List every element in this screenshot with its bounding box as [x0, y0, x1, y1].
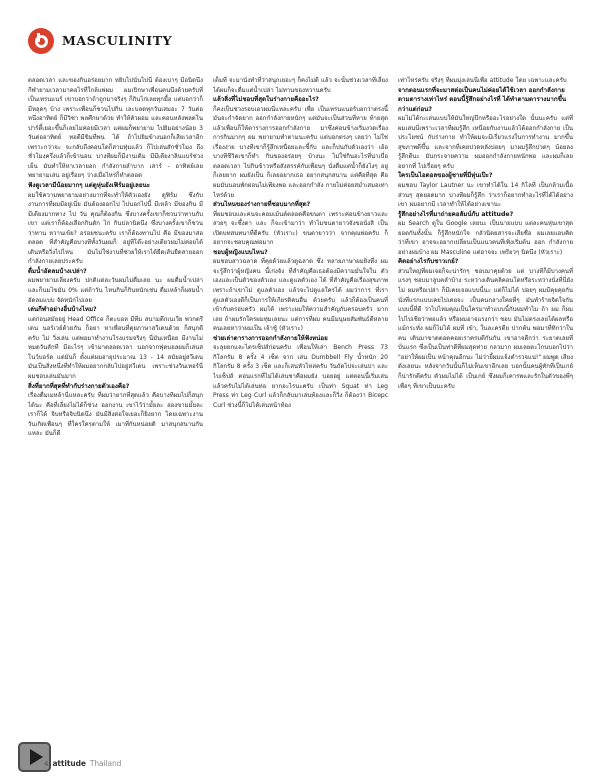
paragraph: ผมชอบสาวฉลาด ที่คุยด้วยแล้วดูฉลาด ซึ่ง หลายภาษาผมยิ่งทึ่ง ผมจะรู้สึกว่าผู้หญิงคน นี้เก่งจัง ที่สำคัญคือเธอต้องมีความมั่นใจใน ตัวเองและเป็นตัวของตัวเอง และดูแลตัวเอง ได้ ที่สำคัญคือเรื่องสุขภาพ เพราะถ้าเขาไม่ ดูแลตัวเอง แล้วจะไปดูแลใครได้ ผมว่าการ ที่เราดูแลตัวเองดีก็เป็นการให้เกียรติคนอื่น ด้วยครับ แล้วก็ต้องเป็นคนที่เข้ากับครอบครัว ผมได้ เพราะผมให้ความสำคัญกับครอบครัว มากเลย ถ้าผมรักใครผมทุ่มเลยนะ แต่การที่ผม คนมีมนุษยสัมพันธ์ดีหลายคนเลยหาว่าผมเป็น เจ้าชู้ (หัวเราะ) [213, 258, 388, 333]
paragraph: ส่วนใหญ่ที่ผมเจอก็จะน่ารักๆ ชอบมาคุยด้วย แต่ บางทีก็มีบางคนที่แรงๆ ชอบมาลูบคลำบ้าง ระหว่างเดินคลิคอนโดหรือระหว่างนั่งที่นี่ยังไม่ ผมหรือเปล่า ก็มีเคยเจอแบบนี้นะ แต่ก็ไม่ได้ ปอยๆ ผมมีคุยคุยกันนั่งที่แรกแบบเคยไปเคยจะ เป็นคนกลางใคยที่ๆ มันทำร้ายจิตใจกันแบบนี้ที่ดี ว่าไปไหมคุณเป็นใครมาทำแบบนี้กับผมทำไม ถ้า ผม ก็ผมไปไปเชียว่าพอแล้ว หรือผมอาจแรงกว่า ชอบ มันไม่ตรงเลยได้ผลหรือแม้กระทั่ง ผมก็ไม่ได้ ผมที่ เข้า, ในละครดีย ปากต้น พอมาที่ทิกว่าใน คน เดินมาขาดตอดคอยเราครบดีกันกัน เขาอาจดีกว่า ระยาดเลยที่บั่นแรก ซึ่งเป็นเป็นท่าดีที่ผมสุดท่าย กลวมาก ผมเลยตะโกนบอกไปว่า "อย่าให้ผมเป็น หน้าคุณอีกนะ ไม่ว่ายี้ผมแจ้งตำรวจแน่!" ผมพูด เสียงดังเลยนะ หลังจากวันนั้นก็ไม่เห็นเขาอีกเลย บอกนั้นคนผู้ทักที่เป็นเกย์ก็น่ารักดีครับ ตัวผมไม่ได้ เป็นเกย์ ซึ่งผมก็เคารพและรักในตัวของพี่ๆ เพื่อๆ ที่เขาเป็นนะครับ [398, 267, 573, 390]
question-heading: คิดอย่างไรกับชาวเกย์? [398, 258, 459, 266]
attitude-a-logo-icon [28, 28, 54, 54]
article-columns [28, 76, 574, 736]
question-heading: แล้วสิ่งที่ไม่ชอบที่สุดในร่างกายคืออะไร? [213, 96, 319, 104]
paragraph: ตลอดเวลา และของกินอร่อยมาก หยิบไปนั่นไปนี่ ต้องเบาๆ มีอนิดนึง กีฬายามเวลามาคอไรที่ใกล้แพ่ผม ผมเปิกษาเพื่อนคนนึงด้วยครับที่เป็นเทรนแนร์ เขาบอกว่าถ้าถูกมาจริงๆ ก็กินไก่เลยทุกมื้อ แต่บอกว่าก็มีหลุดๆ บ้าง เพราะเพื่อนก็ชวนไปกิน เละบลดทุกวันเสมอะ 7 วันต่อหนึ่งอาทิตย์ ก็มีวิชา พลศึกษาด้วย ทำให้ตัวผอม และคอนหลังพลดโน ปาร์ตี้เยอะขึ้นก็เลยไม่ค่อยมีเวลา แต่ผมก็พยายาม ไปยิมอย่างน้อย 3 วันต่ออาทิตย์ ทอดีมีขิมที่พน ได้ ถ้าไปยิมข้างนอกก็เสียเวลาอีก เพราะกว่าจะ จะกลับถึงคอนโดก็สามทุ่มแล้ว ก็ไปเล่นสักชั่วโมง ถึงชั่วโมงครึ่งแล้วก็เข้านอน บางทีผมก็มีงานเดิม มีมีเดียงาลินแบร์ช่วงเย็น มันทำให้หาเวลายอก กำลังกายลำบาก เสาร์ - อาทิตย์เลยพยายามเล่น อยู่เรื่อยๆ ว่างเมื่อไหร่ก็ทำตลอด [28, 77, 203, 180]
question-heading: ใครเป็นไอดอลของผู้ชายที่มีหุ่นเป๊ะ? [398, 172, 493, 180]
question-heading: รู้สึกอย่างไรที่มาถ่ายคอลัมน์กับ attitude? [398, 210, 514, 218]
question-heading: ช่วยเล่าตารางการออกกำลังกายให้ฟังหน่อย [213, 334, 328, 342]
question-heading: ชอบผู้หญิงแบบไหน? [213, 248, 268, 256]
masthead [28, 24, 172, 58]
paragraph: เต็มที่ จะมานั่งทำที่ว่าสนุกเยอะๆ ก็คงไม่ดี แล้ว จะนั้นช่วงเวลาที่เลี่ยงได้ผมก็จะดื่มแต่น้ำเปล่า ไม่ทานของหวานครับ [213, 77, 388, 94]
paragraph: จะลุยยกและไตรเซ็ปส์ก่อนครับ เพื่อนให้เล่า Bench Press 73 กิโลกรัม 8 ครั้ง 4 เซ็ต จาก เล่น Dumbbell Fly น้ำหนัก 20 กิโลกรัม 8 ครั้ง 3 เซ็ต และก็เล่นหัวไหล่ครับ วันถัดไปจะเล่นบ่า และไบเซ็ปส์ ตอนแรกที่ไม่ได้เล่นชาคือผมยัง บอยอยู่ แต่ตอนนี้เริ่มเล่นแล้วครับไม่ได้เล่นท่อ ยากอะไรนะครับ เป็นท่า Squat ท่า Leg Press ท่า Leg Curl แล้วก็กลับมาเล่นท้องและก็วิ่ง ก็ต้องว่า Bicepc Curl ช่วงนี้ก็ไม่ได้เล่นหน้าท้อง [213, 344, 388, 409]
page-footer [44, 759, 121, 768]
play-icon [30, 749, 43, 765]
article-column-3 [398, 76, 573, 736]
footer-brand-name: attitude [52, 759, 86, 768]
paragraph: ที่ผมชอบและคนจะคอมเม้นต์ตลอดคือขนตา เพราะค่อนข้างยาวและสวยๆ จะซึ้งตา และ ก็จะเข้ามาว่า ทำไมขนตายาวจังขอนั่งสิ เป็น เปิดบทสนทนาที่ดีครับ (หัวเราะ) ขนตายาวว่า จากคุณพ่อครับ ก็อยากจะชอบคุณพ่อมาก [213, 210, 388, 247]
paragraph: ผมใช้ความพยายามอย่างมากที่จะทำให้ตัวเองยัง ดูฟิร์ม ซึ่งกับงานการที่ผมมีอยู่เนี่ย มันต้องออกไป ไปนอกไปนี้ มีเหล้า มีของกิน มีมีเดียงมากทาง ไป วัน คุณก็ต้องกิน ชึ่งบางครั้งเขาก็ชวนว่าทานกับเขา แต่เราก็ต้องเลือกกินดัก ไก่ กินปลานิดนึง ซึ่งบางครั้งเขาก็ชวนว่าทาน หวานเข้ย? อร่อยชนะครับ เราก็ต้องทานไป คือ มีของมาส่อตลอด ที่สำคัญคือบางทีทั้งวันผมก็ อยู่ที่โต๊ะอย่างเดียวผมไม่ค่อยได้เดินหรือวิ่งไปไหน มันไม่ใช่งานที่ช่วยให้เราได้ยืดเส้นยืดสายออก กำลังกายเลยประครับ [28, 191, 203, 266]
question-heading: สิ่งที่ยากที่สุดที่ทำกับร่างกายตัวเองคือ? [28, 382, 130, 390]
paragraph: ผมพยายามเลี่ยงครับ ปกติแต่ละวันผมไม่ดื่มเลย นะ ผมดื่มน้ำเปล่าและก็นมไขมัน 0% แต่ถ้าวัน ไหนกินก็กินหนักเช่น ดื่มเหล้าก็ผสมน้ำอัดลมแบบ จัดหนักไปเลย [28, 277, 203, 304]
paragraph: เรื่องดื่มเมหล้านี่แหละครับ ที่ผมว่ายากที่สุดแล้ว คือบางทีผมไปก็สนุกได้นะ คือที่เลี่ยงไม่ได้ก็ช่วง ออกงาน เขาไว้ว่ามั้ยละ ลองขามมั้ยละ เราก็ได้ จิบหรือจิบนิดนึง มันมีสิ่งต่อใจเยอะก็ยิ่งยาก โดยเฉพาะงานวันเกิดเพื่อนๆ ที่ใครใครตามให้ เมาที่กันหน่อยดิ มาสนุกสนานกันแหละ มันก็ดี [28, 392, 203, 438]
paragraph: แต่ก่อนสมัยอยู่ Head Office ก็ตะบอล มีทีม สนามตึกเนเวีย พวกตรีเดน นอร์เวย์ด้วยกัน ก็อยา หาเพื่อนที่คุยภาษาสวีเดนด้วย ก็สนุกดีครับ ไม่ วิ่งเล่น แต่พอมาทำงานโรงแรมจริงๆ นี่มันเหนื่อย มีงานไม่หมดวันสักที มีอะไรๆ เข้ามาตลอดเวลา นอกจากฟุตบอลผมก็เล่นสโนว์บอร์ด แต่มันก็ ตั้งแต่ผมอายุประมาณ 13 - 14 สมัยอยู่สวีเดน มันเป็นสิ่งหนึ่งที่ทำให้ผมอยากกลับไปอยู่สวีเดน เพราะช่วงวินเทอร์นี่ผมชอบเล่นมันมาก [28, 315, 203, 380]
footer-brand-region: Thailand [89, 759, 122, 768]
paragraph: ก็คงเป็นช่วงรอบเอวผมนี่แหละครับ เพื่อ เป็นเทรนแนอร์บอกว่าตรงนี้มันจะกำจัดยาก ออกกำลังกายหนักๆ แต่มันจะเป็นส่วนที่หาย ท้ายสุด แล้วเพื่อนก็ให้ตารางการออกกำลังกาย มาซึ่งค่อนข้างเริ่มงวดเรื่องการกินมากๆ ผม พยายามทำตามนะครับ แต่บอกตรงๆ เลยว่า ไม่ใช่เรื่องง่าย บางทีเขาก็รู้สึกเหนื่อยและชี้กับ และก็ปนกับตัวเองว่า เฮ้อ บางทีชีวิตเขาก็ทำ กินของอร่อยๆ บ้างนะ ไม่ใช่กินอะไรที่น่าเบื่อ ตลอดเวลา ไปกินข้าวหรือสังสรรค์กับเพื่อนๆ นั่งดื่มแต่น้ำก็ยังไงๆ อยู่ ก็เลยยาก ผมยังเป็น ก็เลยอยากเธอ อยากสนุกสนาน แต่คือที่สุด คือผมมันนอนพักผ่อนไม่เพียงพอ และออกกำลัง กายไม่ค่อยสม่ำเสมอเท่าไหร่ด้วย [213, 105, 388, 199]
question-heading: เล่นกีฬาอย่างอื่นบ้างไหม? [28, 306, 97, 314]
page-title: MASCULINITY [62, 32, 173, 48]
paragraph: ผม Search ดูใน Google เลยนะ เป็นนายแบบ แต่ละคนหุ่นเขาสุดยอดกันทั้งนั้น ก็รู้สึกหนักใจ กลัวนิตยสารจะเสียชื่อ ผมเลยแอบคิดว่าที่เขา อาจจะอยากเปลี่ยนเป็นแนวคนที่เพิ่งเริ่มต้น ออก กำลังกายอย่างผมบ้าง ผม Masculine แต่อาจจะ เพรียวๆ นิดนึง (หัวเราะ) [398, 220, 573, 256]
paragraph: เท่าไหร่ครับ จริงๆ ที่ผมมุ่งเล่นนี่เพื่อ attitude โดย เฉพาะและครับ [398, 77, 567, 84]
question-heading: ส่วนไหนของร่างกายที่ชอบมากที่สุด? [213, 201, 311, 209]
footer-page-number: 4 [44, 760, 49, 768]
question-heading: จากตอนแรกที่จะมาสต่อเป็นคนไม่ค่อยได้ใช้เวลา ออกกำลังกายตามตารางเท่าไหร่ ตอนนี้รู้สึกอย่างไรที่ ได้ทำตามตารางมากขึ้นกว่าแต่ก่อน? [398, 86, 567, 113]
paragraph: ผมไม่ได้กะเล่นแบบให้มันใหญ่ปึกหรืออะไรอย่างใด นั้นนะครับ แต่ที่ผมเล่นนี่เพราะเวลาที่ผมรู้สึก เหนื่อยกับงานแล้วได้ออกกำลังกาย เป็นประโยชน์ กับร่างกาย ทำให้ผมจะมีเรี่ยวแรงในการทำงาน มากขึ้น สุขภาพดีขึ้น และจากที่เคยปวดหลังบ่อยๆ มาผมรู้สึกปวดๆ น้อยลงรู้สึกดีนะ มันกระจายความ ผมออกกำลังกายหนักพอ และผมก็เลยอยากที่ ไปเรื่อยๆ ครับ [398, 115, 573, 170]
article-column-2 [213, 76, 388, 736]
question-heading: ดื่มน้ำอัดลมบ้างเปล่า? [28, 267, 87, 275]
article-column-1 [28, 76, 203, 736]
paragraph: ผมชอบ Taylor Lautner นะ เขาทำได้ใน 14 กิโลที่ เป็นกล้ามเนื้อส่วนๆ สุดยอดมาก บางทีผมก็รู้สึก ว่าเราก็อยากทำอะไรที่ได้ได้อย่างเขา ผมอยากมี เวลาทำให้ได้อย่างเขานะ [398, 182, 573, 209]
question-heading: ฟังดูเวลามีน้อยมากๆ แต่ดูหุ่นยังเฟิร์มอยู่เลยนะ [28, 182, 151, 190]
